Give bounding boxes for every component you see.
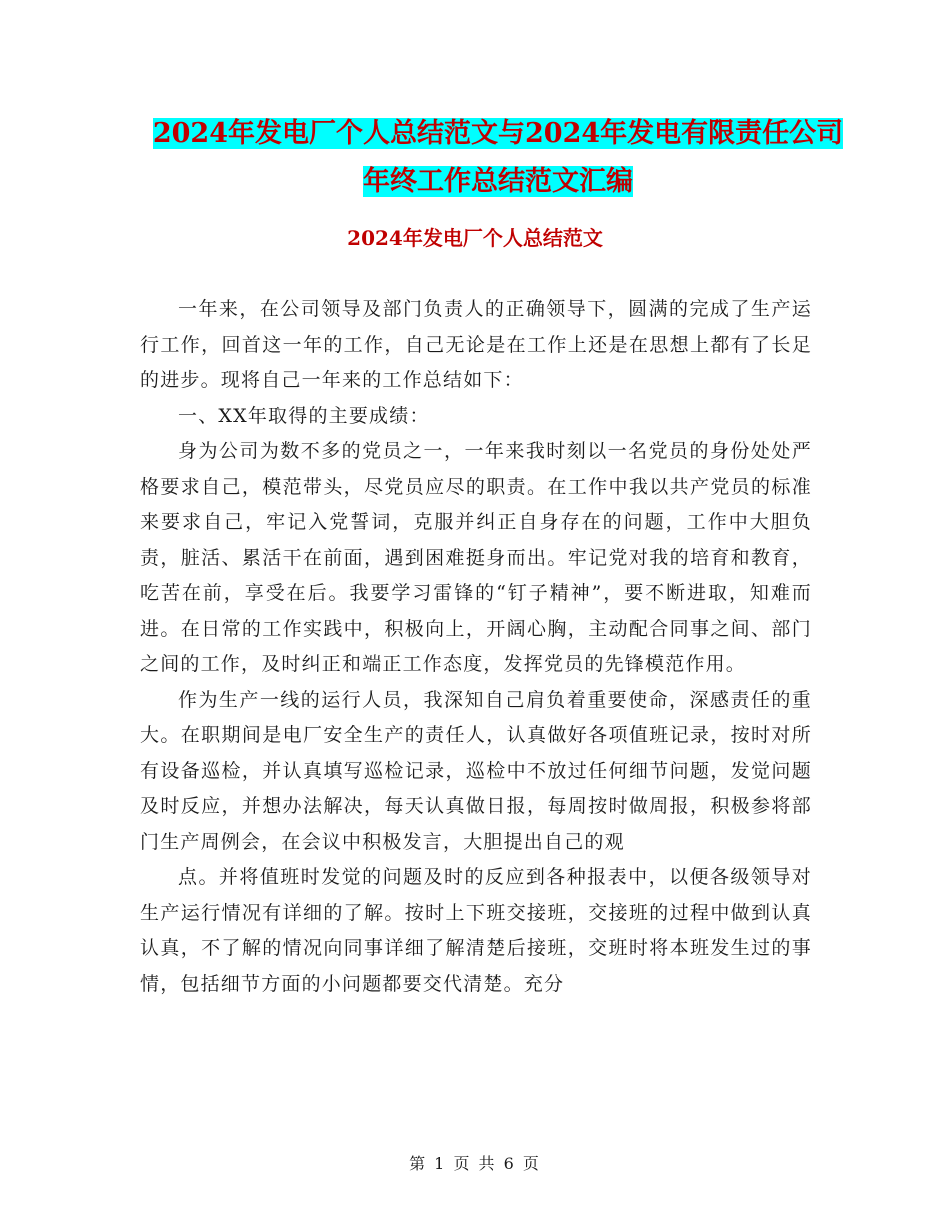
paragraph-intro: 一年来，在公司领导及部门负责人的正确领导下，圆满的完成了生产运行工作，回首这一年的工作，自己无论是在工作上还是在思想上都有了长足的进步。现将自己一年来的工作总结如下：: [140, 298, 812, 391]
page-footer: 第 1 页 共 6 页: [409, 1154, 541, 1173]
paragraph-party-member: 身为公司为数不多的党员之一，一年来我时刻以一名党员的身份处处严格要求自己，模范带头，尽党员应尽的职责。在工作中我以共产党员的标准来要求自己，牢记入党誓词，克服并纠正自身存在的问题，工作中大胆负责，脏活、累活干在前面，遇到困难挺身而出。牢记党对我的培育和教育，吃苦在前，享受在后。我要学习雷锋的“钉子精神”，要不断进取，知难而进。在日常的工作实践中，积极向上，开阔心胸，主动配合同事之间、部门之间的工作，及时纠正和端正工作态度，发挥党员的先锋模范作用。: [140, 440, 812, 675]
paragraph-continuation: 点。并将值班时发觉的问题及时的反应到各种报表中，以便各级领导对生产运行情况有详细的了解。按时上下班交接班，交接班的过程中做到认真认真，不了解的情况向同事详细了解清楚后接班，交班时将本班发生过的事情，包括细节方面的小问题都要交代清楚。充分: [140, 866, 812, 995]
section-heading: 2024年发电厂个人总结范文: [347, 226, 603, 250]
document-body: [140, 292, 812, 1002]
document-title: [140, 110, 856, 206]
paragraph-achievements-heading: 一、XX年取得的主要成绩：: [178, 404, 430, 427]
paragraph-operations: 作为生产一线的运行人员，我深知自己肩负着重要使命，深感责任的重大。在职期间是电厂安全生产的责任人，认真做好各项值班记录，按时对所有设备巡检，并认真填写巡检记录，巡检中不放过任何细节问题，发觉问题及时反应，并想办法解决，每天认真做日报，每周按时做周报，积极参将部门生产周例会，在会议中积极发言，大胆提出自己的观: [140, 688, 812, 853]
document-title-text: 2024年发电厂个人总结范文与2024年发电有限责任公司年终工作总结范文汇编: [152, 118, 844, 197]
